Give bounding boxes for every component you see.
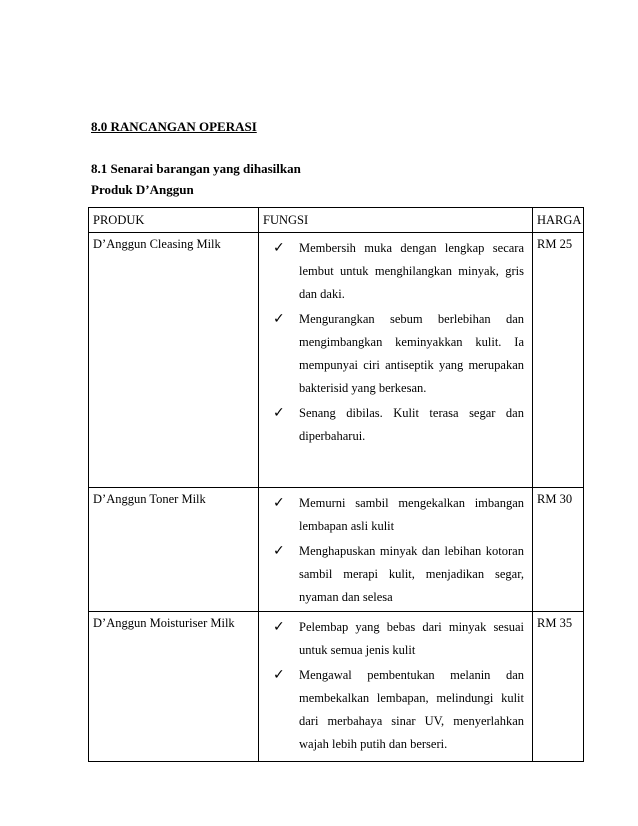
function-list xyxy=(259,233,533,488)
check-icon: ✓ xyxy=(273,311,285,327)
check-icon: ✓ xyxy=(273,619,285,635)
function-text: Menghapuskan minyak dan lebihan kotoran sambil merapi kulit, menjadikan segar, nyaman dan selesa xyxy=(299,544,524,604)
table-row xyxy=(89,488,584,612)
price-cell: RM 35 xyxy=(533,612,584,762)
product-name: D’Anggun Toner Milk xyxy=(89,488,259,612)
function-text: Pelembap yang bebas dari minyak sesuai untuk semua jenis kulit xyxy=(299,620,524,657)
check-icon: ✓ xyxy=(273,405,285,421)
function-list xyxy=(259,612,533,762)
subsection-heading: 8.1 Senarai barangan yang dihasilkan xyxy=(91,161,301,176)
function-item xyxy=(273,308,524,400)
check-icon: ✓ xyxy=(273,667,285,683)
table-row xyxy=(89,612,584,762)
product-table xyxy=(88,207,584,762)
check-icon: ✓ xyxy=(273,495,285,511)
function-text: Mengurangkan sebum berlebihan dan mengimbangkan keminyakkan kulit. Ia mempunyai ciri antiseptik yang merupakan bakterisid yang berkesan. xyxy=(299,312,524,395)
header-harga: HARGA xyxy=(533,208,584,233)
function-text: Mengawal pembentukan melanin dan membekalkan lembapan, melindungi kulit dari merbahaya sinar UV, menyerlahkan wajah lebih putih dan berseri. xyxy=(299,668,524,751)
function-item xyxy=(273,237,524,306)
function-text: Membersih muka dengan lengkap secara lembut untuk menghilangkan minyak, gris dan daki. xyxy=(299,241,524,301)
table-row xyxy=(89,233,584,488)
function-text: Senang dibilas. Kulit terasa segar dan diperbaharui. xyxy=(299,406,524,443)
function-item xyxy=(273,540,524,609)
price-cell: RM 30 xyxy=(533,488,584,612)
price-cell: RM 25 xyxy=(533,233,584,488)
function-item xyxy=(273,664,524,756)
function-item xyxy=(273,616,524,662)
function-item xyxy=(273,402,524,448)
function-list xyxy=(259,488,533,612)
header-fungsi: FUNGSI xyxy=(259,208,533,233)
header-produk: PRODUK xyxy=(89,208,259,233)
product-name: D’Anggun Moisturiser Milk xyxy=(89,612,259,762)
function-item xyxy=(273,492,524,538)
product-heading: Produk D’Anggun xyxy=(91,182,194,197)
product-name: D’Anggun Cleasing Milk xyxy=(89,233,259,488)
section-heading: 8.0 RANCANGAN OPERASI xyxy=(91,119,257,134)
check-icon: ✓ xyxy=(273,543,285,559)
table-header-row xyxy=(89,208,584,233)
function-text: Memurni sambil mengekalkan imbangan lembapan asli kulit xyxy=(299,496,524,533)
check-icon: ✓ xyxy=(273,240,285,256)
